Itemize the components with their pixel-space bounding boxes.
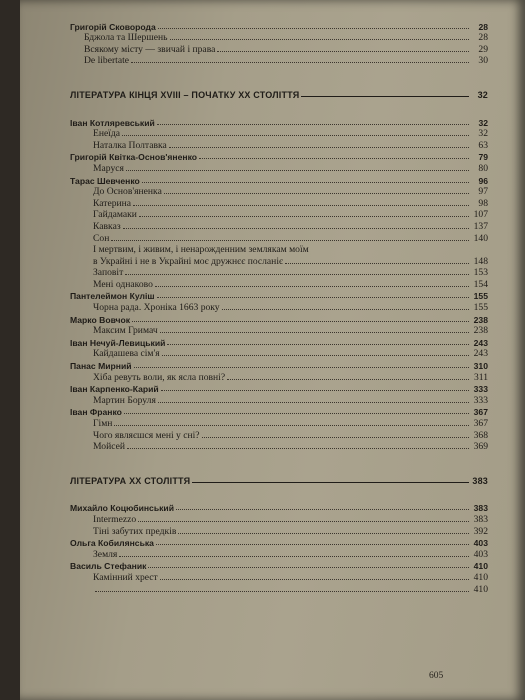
toc-entry-title: Гайдамаки xyxy=(93,209,137,221)
toc-entry-title: Земля xyxy=(93,548,118,560)
dot-leader xyxy=(134,367,469,368)
toc-entry-title: Пантелеймон Куліш xyxy=(70,291,155,302)
toc-entry-page: 30 xyxy=(478,55,488,67)
toc-work-entry xyxy=(48,220,488,232)
dot-leader xyxy=(170,39,469,40)
toc-entry-page: 140 xyxy=(473,232,488,244)
toc-work-entry xyxy=(48,267,488,279)
toc-section-heading xyxy=(48,88,488,100)
toc-work-entry xyxy=(48,139,488,151)
toc-entry-title: Максим Гримач xyxy=(93,325,158,337)
dot-leader xyxy=(217,51,469,52)
toc-work-entry xyxy=(48,429,488,441)
toc-work-entry xyxy=(48,417,488,429)
toc-work-entry xyxy=(48,255,488,267)
dot-leader xyxy=(131,62,469,63)
dot-leader xyxy=(156,544,469,545)
toc-entry-page: 154 xyxy=(473,278,488,290)
toc-entry-title: Кайдашева сім'я xyxy=(93,348,160,360)
toc-entry-page: 155 xyxy=(473,291,488,302)
toc-spacer xyxy=(48,100,488,116)
toc-work-entry xyxy=(48,441,488,453)
toc-work-entry xyxy=(48,583,488,595)
dot-leader xyxy=(167,344,469,345)
toc-entry-title: Бджола та Шершень xyxy=(84,32,168,44)
toc-spacer xyxy=(48,452,488,474)
dot-leader xyxy=(178,533,469,534)
toc-entry-page: 410 xyxy=(473,583,488,595)
dot-leader xyxy=(127,448,469,449)
toc-entry-title: До Основ'яненка xyxy=(93,186,162,198)
toc-work-entry xyxy=(48,348,488,360)
toc-entry-title: Intermezzo xyxy=(93,513,137,525)
dot-leader xyxy=(301,96,469,97)
dot-leader xyxy=(142,182,469,183)
toc-entry-page: 410 xyxy=(473,571,488,583)
toc-author-entry xyxy=(48,174,488,186)
dot-leader xyxy=(160,332,469,333)
toc-work-entry xyxy=(48,525,488,537)
toc-entry-title: в Украйні і не в Украйні моє дружнєє посланіє xyxy=(93,255,284,267)
toc-work-entry xyxy=(48,394,488,406)
toc-author-entry xyxy=(48,151,488,163)
toc-work-entry xyxy=(48,232,488,244)
toc-section-heading xyxy=(48,474,488,486)
toc-work-entry xyxy=(48,55,488,67)
toc-work-entry xyxy=(48,278,488,290)
toc-entry-page: 238 xyxy=(473,314,488,325)
dot-leader xyxy=(222,309,469,310)
toc-author-entry xyxy=(48,359,488,371)
toc-entry-title: Василь Стефаник xyxy=(70,561,147,572)
toc-entry-page: 29 xyxy=(478,43,488,55)
toc-entry-page: 243 xyxy=(473,348,488,360)
toc-entry-title: Григорій Квітка-Основ'яненко xyxy=(70,152,198,163)
toc-entry-title: Енеїда xyxy=(93,128,121,140)
toc-entry-title: Наталка Полтавка xyxy=(93,139,167,151)
toc-entry-title: De libertate xyxy=(84,55,130,67)
toc-entry-page: 403 xyxy=(473,538,488,549)
toc-entry-title: Іван Нечуй-Левицький xyxy=(70,337,166,348)
toc-entry-page: 311 xyxy=(473,371,488,383)
toc-entry-page: 63 xyxy=(478,139,488,151)
toc-entry-title: Іван Франко xyxy=(70,407,122,418)
toc-work-entry xyxy=(48,186,488,198)
toc-entry-title: Хіба ревуть воли, як ясла повні? xyxy=(93,371,226,383)
toc-entry-title: Ольга Кобилянська xyxy=(70,538,154,549)
dot-leader xyxy=(122,135,469,136)
toc-entry-page: 333 xyxy=(473,384,488,395)
dot-leader xyxy=(148,567,469,568)
toc-entry-title: Іван Котляревський xyxy=(70,117,155,128)
toc-entry-title: Всякому місту — звичай і права xyxy=(84,43,216,55)
toc-work-entry xyxy=(48,513,488,525)
dot-leader xyxy=(125,274,469,275)
toc-work-entry xyxy=(48,571,488,583)
dot-leader xyxy=(164,193,469,194)
dot-leader xyxy=(95,591,469,592)
toc-entry-page: 32 xyxy=(478,117,488,128)
toc-entry-title: Сон xyxy=(93,232,110,244)
dot-leader xyxy=(227,379,469,380)
dot-leader xyxy=(161,390,469,391)
toc-author-entry xyxy=(48,560,488,572)
toc-entry-title: ЛІТЕРАТУРА КІНЦЯ XVIII – ПОЧАТКУ XX СТОЛІТТЯ xyxy=(70,89,300,100)
dot-leader xyxy=(123,228,469,229)
toc-entry-page: 383 xyxy=(473,513,488,525)
toc-author-entry xyxy=(48,502,488,514)
table-of-contents xyxy=(48,20,488,595)
toc-entry-page: 368 xyxy=(473,429,488,441)
toc-entry-title: І мертвим, і живим, і ненарожденним землякам моїм xyxy=(93,244,309,256)
dot-leader xyxy=(138,521,469,522)
toc-entry-title: Григорій Сковорода xyxy=(70,21,156,32)
toc-author-entry xyxy=(48,20,488,32)
toc-entry-title: Чорна рада. Хроніка 1663 року xyxy=(93,302,220,314)
toc-work-entry xyxy=(48,128,488,140)
toc-entry-page: 333 xyxy=(473,394,488,406)
toc-spacer xyxy=(48,486,488,502)
toc-entry-page: 153 xyxy=(473,267,488,279)
toc-entry-page: 310 xyxy=(473,361,488,372)
dot-leader xyxy=(162,355,469,356)
dot-leader xyxy=(119,556,469,557)
toc-work-entry xyxy=(48,325,488,337)
toc-entry-title: Камінний хрест xyxy=(93,571,158,583)
toc-entry-page: 80 xyxy=(478,162,488,174)
toc-entry-page: 243 xyxy=(473,337,488,348)
toc-entry-page: 148 xyxy=(473,255,488,267)
book-page xyxy=(20,0,525,700)
toc-entry-title: Тіні забутих предків xyxy=(93,525,177,537)
toc-entry-page: 392 xyxy=(473,525,488,537)
dot-leader xyxy=(160,579,469,580)
toc-entry-page: 369 xyxy=(473,441,488,453)
dot-leader xyxy=(139,216,469,217)
dot-leader xyxy=(176,509,469,510)
toc-author-entry xyxy=(48,383,488,395)
toc-entry-title: Мені однаково xyxy=(93,278,153,290)
dot-leader xyxy=(202,437,469,438)
toc-work-entry xyxy=(48,43,488,55)
toc-entry-page: 238 xyxy=(473,325,488,337)
toc-entry-page: 96 xyxy=(478,175,488,186)
toc-entry-title: Іван Карпенко-Карий xyxy=(70,384,159,395)
toc-work-entry xyxy=(48,162,488,174)
toc-entry-page: 383 xyxy=(472,475,488,486)
toc-entry-title: Катерина xyxy=(93,197,132,209)
toc-entry-title: Михайло Коцюбинський xyxy=(70,503,174,514)
toc-author-entry xyxy=(48,406,488,418)
toc-work-entry xyxy=(48,301,488,313)
dot-leader xyxy=(199,158,469,159)
dot-leader xyxy=(126,170,469,171)
dot-leader xyxy=(169,147,469,148)
toc-entry-page: 367 xyxy=(473,418,488,429)
toc-entry-title: Чого являєшся мені у сні? xyxy=(93,429,200,441)
dot-leader xyxy=(158,28,469,29)
toc-entry-title: Марко Вовчок xyxy=(70,314,131,325)
dot-leader xyxy=(157,124,469,125)
toc-entry-title: ЛІТЕРАТУРА XX СТОЛІТТЯ xyxy=(70,475,191,486)
toc-entry-page: 107 xyxy=(473,209,488,221)
toc-work-entry xyxy=(48,548,488,560)
toc-entry-page: 32 xyxy=(478,128,488,140)
toc-entry-title: Панас Мирний xyxy=(70,361,132,372)
toc-author-entry xyxy=(48,537,488,549)
dot-leader xyxy=(192,482,469,483)
toc-entry-page: 28 xyxy=(478,32,488,44)
toc-author-entry xyxy=(48,313,488,325)
toc-work-entry xyxy=(48,209,488,221)
toc-entry-page: 97 xyxy=(478,186,488,198)
page-number: 605 xyxy=(429,671,444,681)
toc-entry-title: Заповіт xyxy=(93,267,124,279)
toc-entry-page: 383 xyxy=(473,503,488,514)
toc-work-entry xyxy=(48,244,488,256)
toc-entry-title: Маруся xyxy=(93,162,124,174)
dot-leader xyxy=(114,425,469,426)
toc-entry-title: Гімн xyxy=(93,418,113,429)
toc-entry-page: 98 xyxy=(478,197,488,209)
toc-work-entry xyxy=(48,371,488,383)
dot-leader xyxy=(285,263,469,264)
dot-leader xyxy=(132,321,469,322)
dot-leader xyxy=(124,413,469,414)
toc-entry-title: Кавказ xyxy=(93,220,121,232)
toc-entry-title: Мойсей xyxy=(93,441,125,453)
toc-entry-page: 137 xyxy=(473,220,488,232)
toc-work-entry xyxy=(48,32,488,44)
dot-leader xyxy=(155,286,469,287)
dot-leader xyxy=(158,402,469,403)
toc-author-entry xyxy=(48,336,488,348)
toc-entry-page: 28 xyxy=(478,21,488,32)
toc-work-entry xyxy=(48,197,488,209)
toc-entry-page: 79 xyxy=(478,152,488,163)
toc-entry-page: 32 xyxy=(477,89,488,100)
toc-entry-page: 367 xyxy=(473,407,488,418)
toc-author-entry xyxy=(48,116,488,128)
toc-entry-title: Тарас Шевченко xyxy=(70,175,140,186)
toc-entry-page: 410 xyxy=(473,561,488,572)
toc-spacer xyxy=(48,66,488,88)
toc-entry-page: 403 xyxy=(473,548,488,560)
toc-author-entry xyxy=(48,290,488,302)
dot-leader xyxy=(157,297,469,298)
dot-leader xyxy=(111,240,469,241)
dot-leader xyxy=(133,205,469,206)
toc-entry-title: Мартин Боруля xyxy=(93,394,156,406)
toc-entry-page: 155 xyxy=(473,302,488,314)
